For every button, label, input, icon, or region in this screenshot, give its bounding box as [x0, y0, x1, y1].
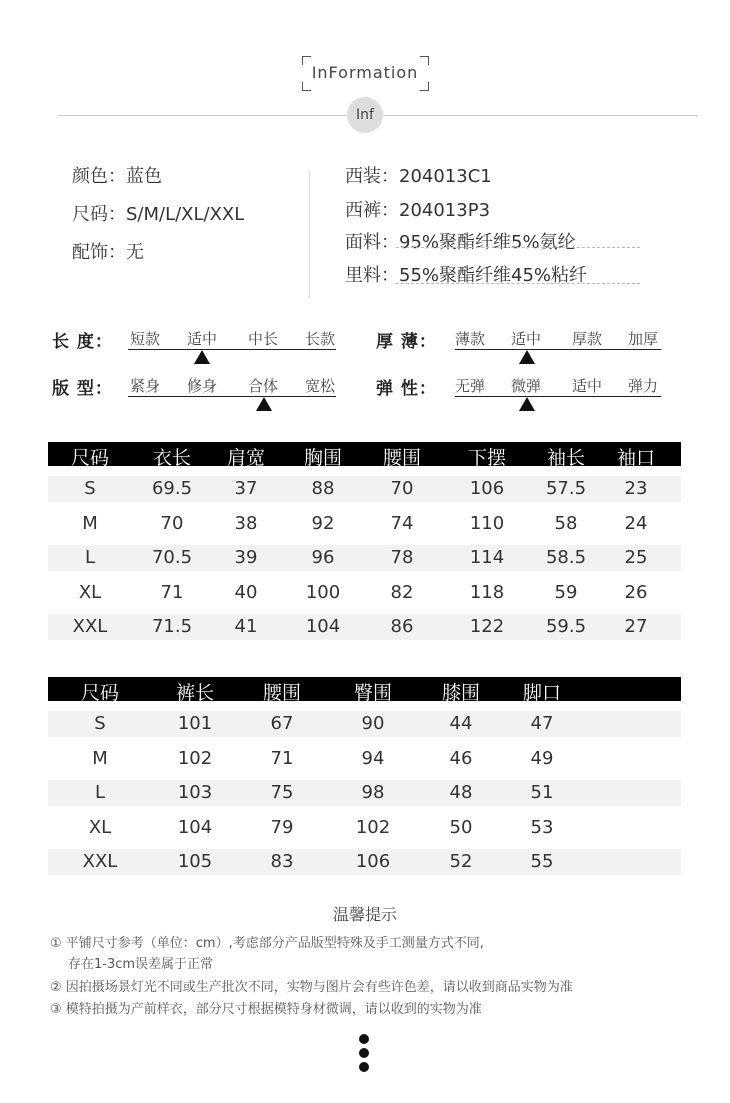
pants-table-cell: 105	[177, 851, 213, 872]
pants-table-cell: 102	[355, 816, 391, 838]
scale-elasticity-label: 弹 性：	[376, 379, 437, 399]
scale-length-option: 中长	[248, 330, 279, 348]
info-fabric	[345, 228, 576, 254]
scale-length-option: 短款	[130, 330, 161, 348]
jacket-table-cell: 24	[624, 512, 648, 534]
pants-table-cell: 50	[449, 816, 473, 838]
jacket-table-cell: 38	[234, 512, 258, 534]
pants-table-cell: 48	[449, 782, 473, 803]
pants-table-cell: 106	[355, 851, 391, 872]
jacket-table-cell: 71.5	[151, 616, 193, 637]
jacket-table-cell: 70	[390, 478, 414, 499]
scale-length-option: 适中	[187, 330, 218, 348]
jacket-table-cell: 88	[311, 478, 335, 499]
scale-length-line	[128, 349, 336, 350]
pants-table-cell: 46	[449, 747, 473, 769]
note-item: ③ 模特拍摄为产前样衣，部分尺寸根据模特身材微调，请以收到的实物为准	[50, 1002, 482, 1017]
info-suit-code	[345, 162, 492, 188]
jacket-table-cell: 26	[624, 581, 648, 603]
pants-table-cell: XL	[88, 816, 112, 838]
scale-elasticity-option: 适中	[572, 377, 603, 395]
jacket-table-cell: 82	[390, 581, 414, 603]
section-badge: Inf	[347, 97, 383, 133]
jacket-table-cell: 114	[469, 547, 505, 568]
info-value: 蓝色	[126, 166, 162, 187]
jacket-table-header-cell: 袖口	[616, 447, 655, 469]
jacket-table-cell: 41	[234, 616, 258, 637]
jacket-table-header-cell: 袖长	[546, 447, 585, 469]
pants-table-header-cell: 脚口	[522, 682, 561, 704]
pants-table-cell: S	[94, 713, 106, 734]
pants-table-header-cell: 臀围	[353, 682, 392, 704]
scale-thickness-option: 薄款	[455, 330, 486, 348]
info-label: 西裤：	[345, 200, 399, 221]
pants-table-header-cell: 膝围	[441, 682, 480, 704]
section-title: InFormation	[311, 63, 419, 82]
info-value: 95%聚酯纤维5%氨纶	[399, 232, 576, 253]
jacket-table-cell: 59.5	[545, 616, 587, 637]
pants-table-cell: 53	[530, 816, 554, 838]
jacket-table-cell: 59	[554, 581, 578, 603]
jacket-table-cell: 92	[311, 512, 335, 534]
scale-fit-option: 紧身	[130, 377, 161, 395]
pants-table-cell: 44	[449, 713, 473, 734]
jacket-table-cell: 122	[469, 616, 505, 637]
scale-elasticity-line	[455, 396, 661, 397]
scale-thickness-option: 适中	[511, 330, 542, 348]
jacket-table-header-cell: 下摆	[467, 447, 506, 469]
scale-thickness-option: 加厚	[628, 330, 659, 348]
pants-table-cell: 51	[530, 782, 554, 803]
pants-table-cell: L	[94, 782, 106, 803]
jacket-table-cell: 70	[160, 512, 184, 534]
scale-length-option: 长款	[305, 330, 336, 348]
info-value: S/M/L/XL/XXL	[126, 204, 245, 225]
pants-table-cell: XXL	[82, 851, 118, 872]
pants-table-cell: 52	[449, 851, 473, 872]
scale-length-label: 长 度：	[52, 332, 113, 352]
pants-table-cell: 55	[530, 851, 554, 872]
more-dot-icon	[359, 1062, 369, 1072]
jacket-table-cell: 110	[469, 512, 505, 534]
title-bracket-bl	[302, 82, 311, 91]
jacket-table-cell: L	[84, 547, 96, 568]
info-value: 无	[126, 242, 144, 263]
pants-table-cell: 101	[177, 713, 213, 734]
scale-thickness-marker	[519, 350, 535, 364]
scale-thickness-label: 厚 薄：	[376, 332, 437, 352]
pants-table-cell: 102	[177, 747, 213, 769]
info-value: 204013P3	[399, 200, 491, 221]
jacket-table-cell: 58.5	[545, 547, 587, 568]
jacket-table-header-cell: 肩宽	[226, 447, 265, 469]
pants-table-cell: 90	[361, 713, 385, 734]
jacket-table-cell: 69.5	[151, 478, 193, 499]
jacket-table-header-cell: 衣长	[152, 447, 191, 469]
jacket-table-header-cell: 腰围	[382, 447, 421, 469]
scale-elasticity-option: 无弹	[455, 377, 486, 395]
jacket-table-cell: 70.5	[151, 547, 193, 568]
info-label: 尺码：	[72, 204, 126, 225]
note-item: ② 因拍摄场景灯光不同或生产批次不同，实物与图片会有些许色差，请以收到商品实物为准	[50, 980, 573, 995]
info-value: 204013C1	[399, 166, 492, 187]
jacket-table-cell: 78	[390, 547, 414, 568]
pants-table-cell: 75	[270, 782, 294, 803]
pants-table-cell: 47	[530, 713, 554, 734]
jacket-table-header-cell: 尺码	[70, 447, 109, 469]
scale-fit-marker	[256, 397, 272, 411]
scale-elasticity-option: 弹力	[628, 377, 659, 395]
scale-fit-option: 宽松	[305, 377, 336, 395]
jacket-table-cell: 100	[305, 581, 341, 603]
scale-length-marker	[194, 350, 210, 364]
pants-table-cell: 98	[361, 782, 385, 803]
info-fabric-underline	[396, 247, 640, 248]
jacket-table-cell: 106	[469, 478, 505, 499]
more-dot-icon	[359, 1048, 369, 1058]
info-size	[72, 200, 244, 226]
pants-table-cell: 71	[270, 747, 294, 769]
jacket-table-cell: 27	[624, 616, 648, 637]
pants-table-cell: 104	[177, 816, 213, 838]
pants-table-header-cell: 腰围	[262, 682, 301, 704]
info-label: 西装：	[345, 166, 399, 187]
jacket-table-cell: 104	[305, 616, 341, 637]
info-label: 里料：	[345, 265, 399, 286]
jacket-table-cell: 25	[624, 547, 648, 568]
scale-thickness-line	[455, 349, 661, 350]
jacket-table-cell: 57.5	[545, 478, 587, 499]
jacket-table-cell: 39	[234, 547, 258, 568]
info-label: 配饰：	[72, 242, 126, 263]
notes-title: 温馨提示	[332, 905, 397, 924]
info-accessory	[72, 238, 144, 264]
pants-table-header-cell: 裤长	[175, 682, 214, 704]
note-item: 存在1-3cm误差属于正常	[68, 957, 214, 972]
pants-table-cell: 94	[361, 747, 385, 769]
pants-table-cell: 49	[530, 747, 554, 769]
scale-elasticity-option: 微弹	[511, 377, 542, 395]
scale-fit-label: 版 型：	[52, 379, 113, 399]
info-value: 55%聚酯纤维45%粘纤	[399, 265, 588, 286]
more-dot-icon	[359, 1034, 369, 1044]
scale-fit-option: 修身	[187, 377, 218, 395]
pants-table-cell: M	[92, 747, 108, 769]
info-label: 颜色：	[72, 166, 126, 187]
pants-table-cell: 79	[270, 816, 294, 838]
pants-table-cell: 83	[270, 851, 294, 872]
jacket-table-cell: XXL	[72, 616, 108, 637]
title-bracket-br	[420, 82, 429, 91]
info-label: 面料：	[345, 232, 399, 253]
jacket-table-cell: 37	[234, 478, 258, 499]
jacket-table-cell: 58	[554, 512, 578, 534]
scale-fit-option: 合体	[248, 377, 279, 395]
jacket-table-cell: 40	[234, 581, 258, 603]
info-pants-code	[345, 196, 490, 222]
jacket-table-cell: XL	[78, 581, 102, 603]
jacket-table-cell: 74	[390, 512, 414, 534]
pants-table-cell: 103	[177, 782, 213, 803]
scale-thickness-option: 厚款	[572, 330, 603, 348]
jacket-table-cell: S	[84, 478, 96, 499]
pants-table-cell: 67	[270, 713, 294, 734]
jacket-table-cell: 118	[469, 581, 505, 603]
scale-elasticity-marker	[519, 397, 535, 411]
info-divider	[309, 170, 310, 298]
jacket-table-cell: 96	[311, 547, 335, 568]
jacket-table-header-cell: 胸围	[303, 447, 342, 469]
note-item: ① 平铺尺寸参考（单位：cm）,考虑部分产品版型特殊及手工测量方式不同,	[50, 936, 484, 951]
scale-fit-line	[128, 396, 336, 397]
jacket-table-cell: 71	[160, 581, 184, 603]
jacket-table-cell: 23	[624, 478, 648, 499]
info-lining-underline	[396, 283, 640, 284]
info-color	[72, 162, 162, 188]
jacket-table-cell: M	[82, 512, 98, 534]
pants-table-header-cell: 尺码	[80, 682, 119, 704]
jacket-table-cell: 86	[390, 616, 414, 637]
